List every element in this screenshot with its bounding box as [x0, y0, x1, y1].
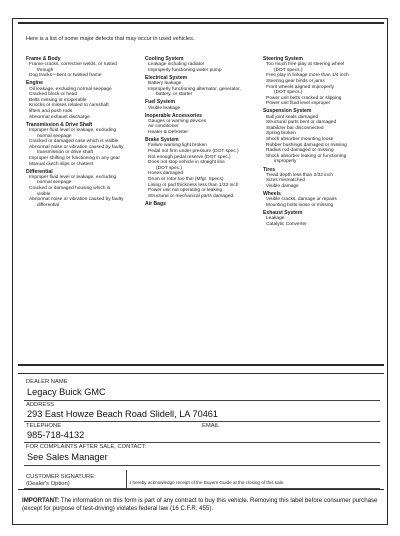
defect-item-text: Steering gear binds or jams: [266, 78, 325, 84]
defect-item-text: Not enough pedal reserve (DOT spec.): [148, 154, 231, 160]
signature-field-divider: [126, 470, 127, 488]
defect-section-title: Tires: [263, 166, 276, 173]
defect-section: [263, 191, 382, 208]
defect-item: [145, 130, 260, 136]
intro-text: Here is a list of some major defects that may occur in used vehicles.: [26, 36, 195, 42]
defect-section: [263, 108, 382, 165]
defect-item-text: Cracked or damaged case which is visible: [29, 139, 119, 145]
defect-item: [26, 115, 141, 121]
defect-item-text: Visible leakage: [148, 105, 181, 111]
defect-item: [26, 145, 141, 156]
defect-item-continuation: normal seepage: [37, 180, 72, 186]
defect-item-text: Tread depth less than 2/32 inch: [266, 172, 334, 178]
defect-section-title: Frame & Body: [26, 56, 61, 62]
defect-item-text: Shock absorber mounting loose: [266, 137, 334, 143]
defect-item-continuation: transmission or drive shaft: [37, 150, 93, 156]
defect-item-text: Free play in linkage more than 1/4 inch: [266, 73, 349, 79]
defect-item: [26, 186, 141, 197]
dealer-name-line: [24, 400, 380, 401]
defect-section: [145, 75, 260, 98]
telephone-line: [24, 442, 380, 443]
defect-item-text: Mounting bolts loose or missing: [266, 202, 334, 208]
defect-item-text: Air conditioner: [148, 124, 179, 130]
defect-item: [26, 197, 141, 208]
signature-line[interactable]: [24, 488, 380, 489]
defect-section-title: Transmission & Drive Shaft: [26, 121, 93, 128]
defect-item-continuation: (DOT spec.): [156, 165, 183, 171]
defect-section-title: Wheels: [263, 190, 281, 197]
defect-item: [145, 106, 260, 112]
defect-item-continuation: visible: [37, 191, 51, 197]
defect-section-title: Air Bags: [145, 200, 166, 207]
defects-column-1: [26, 56, 141, 210]
defect-item-text: Ball joint seals damaged: [266, 114, 318, 120]
dealer-option-note: (Dealer's Option): [26, 481, 70, 487]
defect-section-title: Engine: [26, 80, 43, 87]
defect-item-text: Cracked block or head: [29, 92, 77, 98]
defect-item-text: Improper shifting or functioning in any gear: [29, 155, 120, 161]
section-divider: [18, 364, 384, 366]
defect-item-text: Abnormal noise or vibration caused by faulty: [29, 144, 124, 150]
acknowledge-text: I hereby acknowledge receipt of the Buyers Guide at the closing of this sale.: [130, 480, 285, 485]
dealer-name-value[interactable]: Legacy Buick GMC: [27, 387, 106, 397]
address-label: ADDRESS: [26, 402, 55, 408]
defect-section: [263, 56, 382, 107]
defect-section: [26, 169, 141, 209]
defect-section-title: Differential: [26, 168, 53, 175]
defect-item-text: Heater & Defroster: [148, 130, 188, 136]
defect-item-text: Belts missing or inoperable: [29, 97, 87, 103]
defect-item-text: Improperly functioning water pump: [148, 67, 222, 73]
defect-item-text: Spring broken: [266, 131, 296, 137]
defect-section: [263, 210, 382, 227]
defect-item-text: Improperly functioning alternator, generator,: [148, 86, 241, 92]
defect-item-text: Gauges or warning devices: [148, 118, 207, 124]
defect-item-text: Manual clutch slips or chatters: [29, 161, 94, 167]
telephone-value[interactable]: 985-718-4132: [27, 430, 85, 440]
defect-item-text: Knocks or misses related to camshaft: [29, 103, 109, 109]
defect-item: [263, 85, 382, 96]
defect-section: [145, 113, 260, 136]
defect-item: [145, 194, 260, 200]
complaints-contact-value[interactable]: See Sales Manager: [27, 452, 108, 462]
defect-section-title: Suspension System: [263, 108, 312, 115]
defect-item: [26, 73, 141, 79]
defect-item-text: Sizes mismatched: [266, 178, 305, 184]
defect-item: [263, 101, 382, 107]
defect-section-title: Brake System: [145, 137, 179, 144]
defect-item-text: Power unit not operating or leaking: [148, 188, 223, 194]
address-line: [24, 421, 380, 422]
defect-item-text: Structural parts bent or damaged: [266, 120, 337, 126]
defect-section: [26, 80, 141, 120]
telephone-label: TELEPHONE: [26, 423, 62, 429]
defect-item: [263, 184, 382, 190]
defect-item-text: Improper fluid level or leakage, excluding: [29, 174, 117, 180]
defect-item-text: Abnormal noise or vibration caused by faulty: [29, 197, 124, 203]
defect-item: [263, 203, 382, 209]
defect-item: [263, 62, 382, 73]
defect-section-title: Exhaust System: [263, 209, 303, 216]
defect-item-text: Battery leakage: [148, 81, 182, 87]
defect-item: [263, 222, 382, 228]
defect-item: [145, 68, 260, 74]
defect-item-text: Does not stop vehicle in straight line: [148, 160, 225, 166]
defect-item-text: Rubber bushings damaged or missing: [266, 142, 347, 148]
defect-item-continuation: (DOT specs.): [274, 67, 303, 73]
defect-item: [263, 154, 382, 165]
defect-item-continuation: differential: [37, 202, 60, 208]
defects-column-3: [263, 56, 382, 229]
defect-item-text: Front wheels aligned improperly: [266, 84, 334, 90]
defect-item-text: Oil leakage, excluding normal seepage: [29, 86, 112, 92]
defect-item: [26, 128, 141, 139]
address-value[interactable]: 293 East Howze Beach Road Slidell, LA 70461: [27, 409, 219, 419]
defect-item-text: Cracked or damaged housing which is: [29, 186, 111, 191]
defect-section-title: Fuel System: [145, 99, 176, 106]
defect-item-continuation: (DOT specs.): [274, 90, 303, 96]
complaints-label: FOR COMPLAINTS AFTER SALE, CONTACT:: [26, 444, 147, 450]
important-text: The information on this form is part of any contract to buy this vehicle. Removing this label before consumer purchase (except for purpose of test-driving) violates federal law (16 C.F.R. 455).: [22, 497, 378, 512]
defect-item-text: Dog tracks—bent or twisted frame: [29, 73, 102, 79]
defect-item-text: Structural or mechanical parts damaged: [148, 193, 234, 199]
defect-item-text: Frame-cracks, corrective welds, or rusted: [29, 62, 117, 68]
important-lead: IMPORTANT:: [22, 497, 60, 504]
defect-item: [26, 162, 141, 168]
defect-section: [26, 56, 141, 79]
defect-item-text: lifters and push rods: [29, 109, 73, 115]
defect-section: [145, 137, 260, 199]
email-label: EMAIL: [202, 423, 220, 429]
defect-item-text: Power unit fluid level improper: [266, 101, 331, 107]
defect-item-continuation: through: [37, 67, 54, 73]
defect-section-title: Steering System: [263, 56, 303, 62]
defect-item-text: Visible damage: [266, 183, 299, 189]
defect-section: [145, 56, 260, 73]
customer-signature-label: CUSTOMER SIGNATURE:: [26, 474, 96, 480]
defect-item-text: Catalytic Converter: [266, 221, 307, 227]
defect-item-text: Improper fluid level or leakage, excluding: [29, 127, 117, 133]
defect-item: [26, 62, 141, 73]
defects-column-2: [145, 56, 260, 209]
defect-section: [263, 167, 382, 190]
defect-item: [26, 175, 141, 186]
defect-item-continuation: battery, or starter: [156, 92, 193, 98]
defect-item-text: Stabilizer bar disconnected: [266, 125, 324, 131]
top-divider: [18, 22, 384, 24]
defect-section: [145, 201, 260, 207]
defect-item-text: Shock absorber leaking or functioning: [266, 153, 347, 159]
defect-item-text: Hoses damaged: [148, 171, 183, 177]
defect-item-continuation: normal seepage: [37, 133, 72, 139]
defect-section-title: Cooling System: [145, 56, 184, 62]
defect-section-title: Electrical System: [145, 74, 188, 81]
defect-item: [145, 160, 260, 171]
defect-item-text: Pedal not firm under pressure (DOT spec.): [148, 148, 239, 154]
defect-item-continuation: improperly: [274, 159, 297, 165]
defect-item-text: Drum or rotor too thin (Mfgr. Specs): [148, 176, 224, 182]
important-notice: [22, 497, 382, 513]
defect-item-text: Radius rod damaged or missing: [266, 148, 334, 154]
defect-item-text: Leakage including radiator: [148, 62, 205, 68]
dealer-info-box: [18, 373, 384, 490]
defect-item-text: Lining or pad thickness less than 1/32 inch: [148, 182, 239, 188]
defect-item-text: Too much free play at steering wheel: [266, 62, 345, 68]
defect-item-text: Abnormal exhaust discharge: [29, 114, 90, 120]
dealer-name-label: DEALER NAME: [26, 379, 68, 385]
defect-item: [145, 87, 260, 98]
defect-section: [26, 122, 141, 167]
defect-section-title: Inoperable Accessories: [145, 112, 203, 119]
complaints-line: [24, 465, 380, 466]
defect-item-text: Visible cracks, damage or repairs: [266, 197, 337, 203]
defect-item-text: Power unit belts cracked or slipping: [266, 95, 342, 101]
defect-item-text: Failure warning light broken: [148, 143, 207, 149]
defect-item-text: Leakage: [266, 216, 285, 222]
defect-section: [145, 99, 260, 111]
